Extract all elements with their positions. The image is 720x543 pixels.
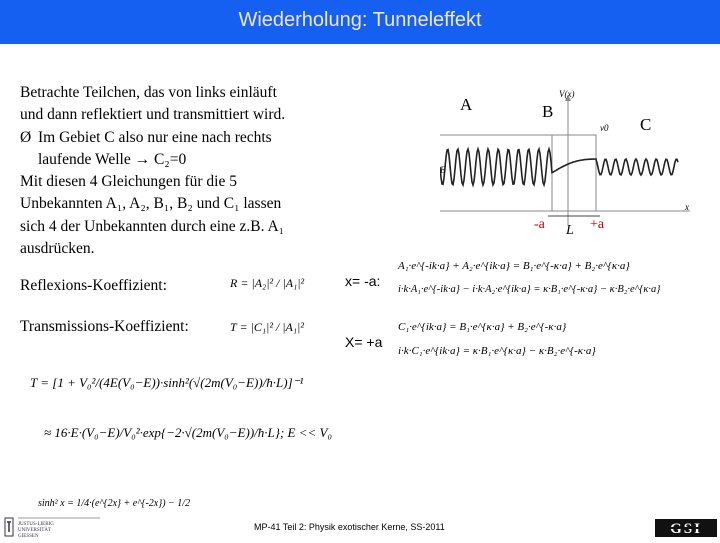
svg-text:GIESSEN: GIESSEN xyxy=(18,534,39,538)
gsi-logo xyxy=(655,519,717,537)
equation-right-2: i·k·C₁·e^{ik·a} = κ·B₁·e^{κ·a} − κ·B₂·e^{-κ·a} xyxy=(398,345,596,357)
text-line: laufende Welle → C₂=0 xyxy=(38,150,187,168)
text-line: Unbekannten A₁, A₂, B₁, B₂ und C₁ lassen xyxy=(20,195,282,213)
transmission-formula-approx: ≈ 16·E·(V₀−E)/V₀²·exp{−2·√(2m(V₀−E))/ħ·L}; E << V₀ xyxy=(44,425,332,440)
text-line: Mit diesen 4 Gleichungen für die 5 xyxy=(20,173,237,191)
text-line: und dann reflektiert und transmittiert wird. xyxy=(20,106,286,124)
plus-a-label: +a xyxy=(590,217,605,232)
y-axis-label: V(x) xyxy=(559,89,575,99)
equation-right-1: C₁·e^{ik·a} = B₁·e^{κ·a} + B₂·e^{-κ·a} xyxy=(398,321,567,333)
transmission-formula-exact: T = [1 + V₀²/(4E(V₀−E))·sinh²(√(2m(V₀−E))/ħ·L)]⁻¹ xyxy=(30,375,304,390)
text-line: sich 4 der Unbekannten durch eine z.B. A₁ xyxy=(20,217,285,235)
transmission-formula: T = |C₁|² / |A₁|² xyxy=(230,320,304,334)
svg-text:UNIVERSITÄT: UNIVERSITÄT xyxy=(18,528,52,533)
equation-left-1: A₁·e^{-ik·a} + A₂·e^{ik·a} = B₁·e^{-κ·a} + B₂·e^{κ·a} xyxy=(398,260,630,272)
intro-paragraph xyxy=(20,82,340,260)
svg-text:JUSTUS-LIEBIG: JUSTUS-LIEBIG xyxy=(18,522,54,527)
equation-left-2: i·k·A₁·e^{-ik·a} − i·k·A₂·e^{ik·a} = κ·B₁·e^{-κ·a} − κ·B₂·e^{κ·a} xyxy=(398,284,661,295)
text-line: Betrachte Teilchen, das von links einläuft xyxy=(20,84,277,101)
reflexion-formula: R = |A₂|² / |A₁|² xyxy=(230,276,305,290)
width-label: L xyxy=(566,223,574,238)
text-line: Im Gebiet C also nur eine nach rechts xyxy=(38,128,272,146)
region-c-label: C xyxy=(640,115,652,134)
region-b-label: B xyxy=(542,102,554,121)
minus-a-label: -a xyxy=(534,217,545,232)
university-seal-icon xyxy=(2,516,102,538)
slide-title: Wiederholung: Tunneleffekt xyxy=(238,9,482,31)
sinh-definition: sinh² x = 1/4·(e^{2x} + e^{-2x}) − 1/2 xyxy=(38,498,191,509)
bullet-line xyxy=(20,127,340,149)
reflexion-label: Reflexions-Koeffizient: xyxy=(20,277,167,294)
boundary-left-label: x= -a: xyxy=(345,273,381,289)
energy-label: E xyxy=(440,165,446,175)
footer-text: MP-41 Teil 2: Physik exotischer Kerne, SS-2011 xyxy=(254,522,445,532)
region-a-label: A xyxy=(460,95,473,114)
v0-label: v0 xyxy=(600,123,609,133)
bullet-arrow-icon: Ø xyxy=(20,128,32,146)
gsi-logo-icon xyxy=(655,519,717,537)
barrier-diagram xyxy=(440,85,690,240)
boundary-right-label: X= +a xyxy=(345,334,383,350)
transmission-label: Transmissions-Koeffizient: xyxy=(20,318,189,335)
justus-liebig-logo xyxy=(2,516,102,538)
text-line: ausdrücken. xyxy=(20,240,95,258)
x-axis-label: x xyxy=(685,202,689,212)
